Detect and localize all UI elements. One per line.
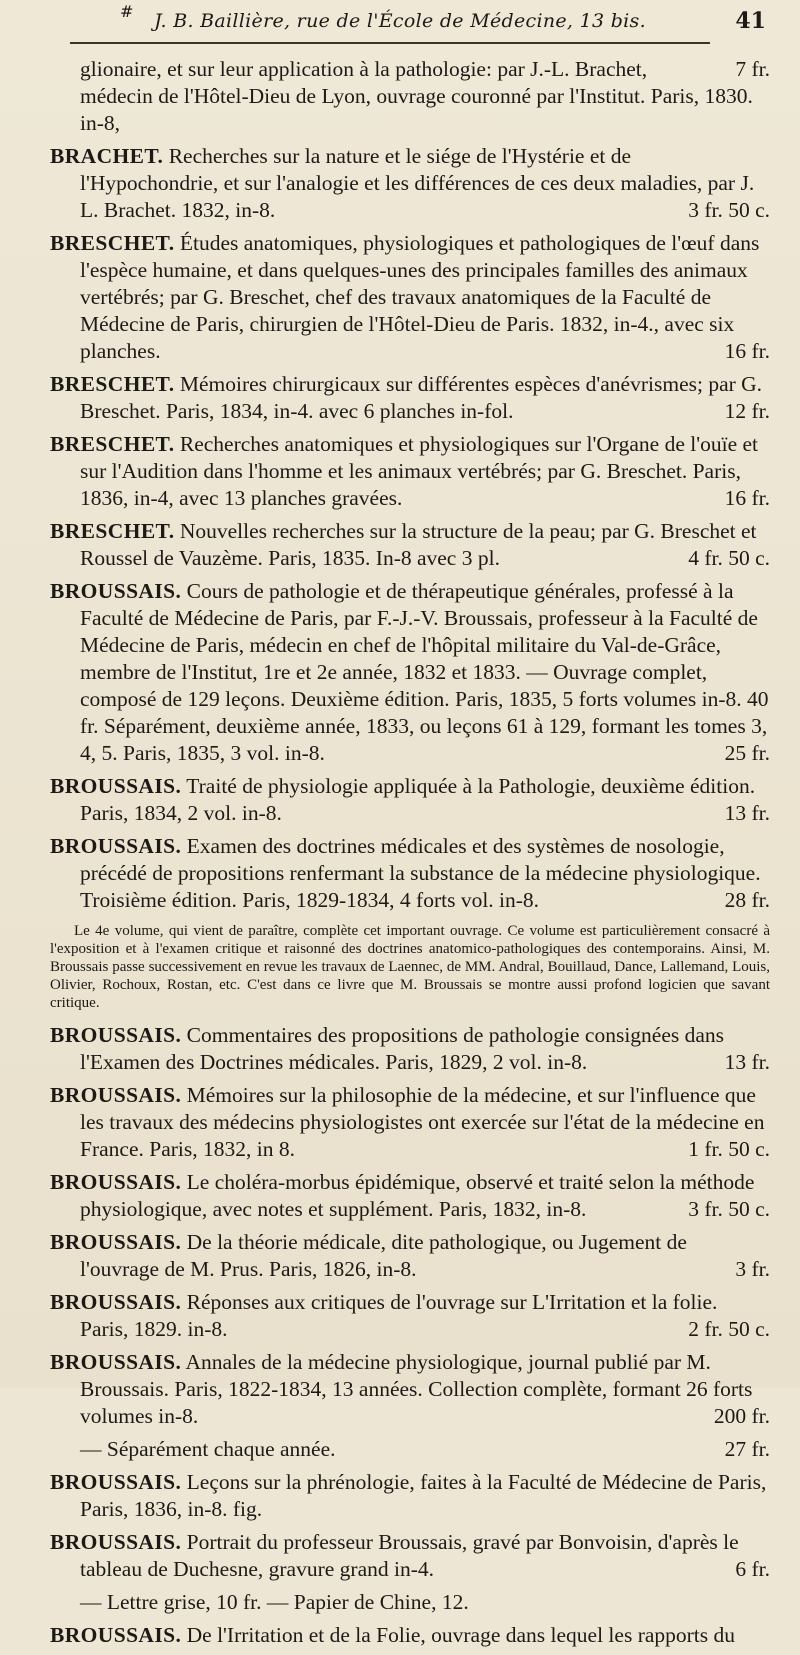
catalogue-entry: BRESCHET. Recherches anatomiques et physiologiques sur l'Organe de l'ouïe et sur l'Audition dans l'homme et les animaux vertébrés; par G. Breschet. Paris, 1836, in-4, avec 13 planches gravées. 16 fr. xyxy=(50,432,770,510)
editorial-note: Le 4e volume, qui vient de paraître, complète cet important ouvrage. Ce volume est particulièrement consacré à l'exposition et à l'examen critique et raisonné des doctrines anatomico-pathologiques des contemporains. Ainsi, M. Broussais passe successivement en revue les travaux de Laennec, de MM. Andral, Bouillaud, Dance, Lallemand, Louis, Olivier, Rochoux, Rostan, etc. C'est dans ce livre que M. Broussais se montre aussi profond logicien que savant critique. xyxy=(50,923,770,1011)
catalogue-entry: BROUSSAIS. Traité de physiologie appliquée à la Pathologie, deuxième édition. Paris, 1834, 2 vol. in-8. 13 fr. xyxy=(50,774,770,825)
page-number: 41 xyxy=(735,8,766,34)
catalogue-entry: 7 fr. glionaire, et sur leur application à la pathologie: par J.-L. Brachet, médecin de l'Hôtel-Dieu de Lyon, ouvrage couronné par l'Institut. Paris, 1830. in-8, xyxy=(80,57,770,135)
catalogue-entry: BRESCHET. Nouvelles recherches sur la structure de la peau; par G. Breschet et Roussel de Vauzème. Paris, 1835. In-8 avec 3 pl. 4 fr. 50 c. xyxy=(50,519,770,570)
catalogue-entry: BROUSSAIS. Le choléra-morbus épidémique, observé et traité selon la méthode physiologique, avec notes et supplément. Paris, 1832, in-8. 3 fr. 50 c. xyxy=(50,1170,770,1221)
catalogue-entry: BROUSSAIS. De la théorie médicale, dite pathologique, ou Jugement de l'ouvrage de M. Prus. Paris, 1826, in-8. 3 fr. xyxy=(50,1230,770,1281)
catalogue-entry: BROUSSAIS. Leçons sur la phrénologie, faites à la Faculté de Médecine de Paris, Paris, 1836, in-8. fig. xyxy=(50,1470,767,1521)
catalogue-entry: BRESCHET. Études anatomiques, physiologiques et pathologiques de l'œuf dans l'espèce humaine, et dans quelques-unes des principales familles des animaux vertébrés; par G. Breschet, chef des travaux anatomiques de la Faculté de Médecine de Paris, chirurgien de l'Hôtel-Dieu de Paris. 1832, in-4., avec six planches. 16 fr. xyxy=(50,231,770,363)
catalogue-entry: BRACHET. Recherches sur la nature et le siége de l'Hystérie et de l'Hypochondrie, et sur l'analogie et les différences de ces deux maladies, par J. L. Brachet. 1832, in-8. 3 fr. 50 c. xyxy=(50,144,770,222)
catalogue-entry: BROUSSAIS. Annales de la médecine physiologique, journal publié par M. Broussais. Paris, 1822-1834, 13 années. Collection complète, formant 26 forts volumes in-8. 200 fr. xyxy=(50,1350,770,1428)
ink-mark: # xyxy=(120,2,134,21)
catalogue-entry: BROUSSAIS. Portrait du professeur Broussais, gravé par Bonvoisin, d'après le tableau de Duchesne, gravure grand in-4. 6 fr. xyxy=(50,1530,770,1581)
catalogue-entry: BROUSSAIS. Cours de pathologie et de thérapeutique générales, professé à la Faculté de Médecine de Paris, par F.-J.-V. Broussais, professeur à la Faculté de Médecine de Paris, médecin en chef de l'hôpital militaire du Val-de-Grâce, membre de l'Institut, 1re et 2e année, 1832 et 1833. — Ouvrage complet, composé de 129 leçons. Deuxième édition. Paris, 1835, 5 forts volumes in-8. 40 fr. Séparément, deuxième année, 1833, ou leçons 61 à 129, formant les tomes 3, 4, 5. Paris, 1835, 3 vol. in-8. 25 fr. xyxy=(50,579,770,765)
header-rule xyxy=(70,42,710,44)
catalogue-entry: BRESCHET. Mémoires chirurgicaux sur différentes espèces d'anévrismes; par G. Breschet. Paris, 1834, in-4. avec 6 planches in-fol. 12 fr. xyxy=(50,372,770,423)
catalogue-entry: BROUSSAIS. Mémoires sur la philosophie de la médecine, et sur l'influence que les travaux des médecins physiologistes ont exercée sur l'état de la médecine en France. Paris, 1832, in 8. 1 fr. 50 c. xyxy=(50,1083,770,1161)
catalogue-entry: — Séparément chaque année. 27 fr. xyxy=(80,1437,770,1461)
catalogue-entry: — Lettre grise, 10 fr. — Papier de Chine, 12. xyxy=(80,1590,469,1614)
running-head: J. B. Baillière, rue de l'École de Médecine, 13 bis. xyxy=(154,10,646,32)
catalogue-entry: BROUSSAIS. Commentaires des propositions de pathologie consignées dans l'Examen des Doctrines médicales. Paris, 1829, 2 vol. in-8. 13 fr. xyxy=(50,1023,770,1074)
catalogue-entry: BROUSSAIS. Réponses aux critiques de l'ouvrage sur L'Irritation et la folie. Paris, 1829. in-8. 2 fr. 50 c. xyxy=(50,1290,770,1341)
catalogue-entries xyxy=(50,56,770,1655)
catalogue-entry: BROUSSAIS. Examen des doctrines médicales et des systèmes de nosologie, précédé de propositions renfermant la substance de la médecine physiologique. Troisième édition. Paris, 1829-1834, 4 forts vol. in-8. 28 fr. xyxy=(50,834,770,912)
catalogue-entry: BROUSSAIS. De l'Irritation et de la Folie, ouvrage dans lequel les rapports du xyxy=(50,1623,736,1647)
